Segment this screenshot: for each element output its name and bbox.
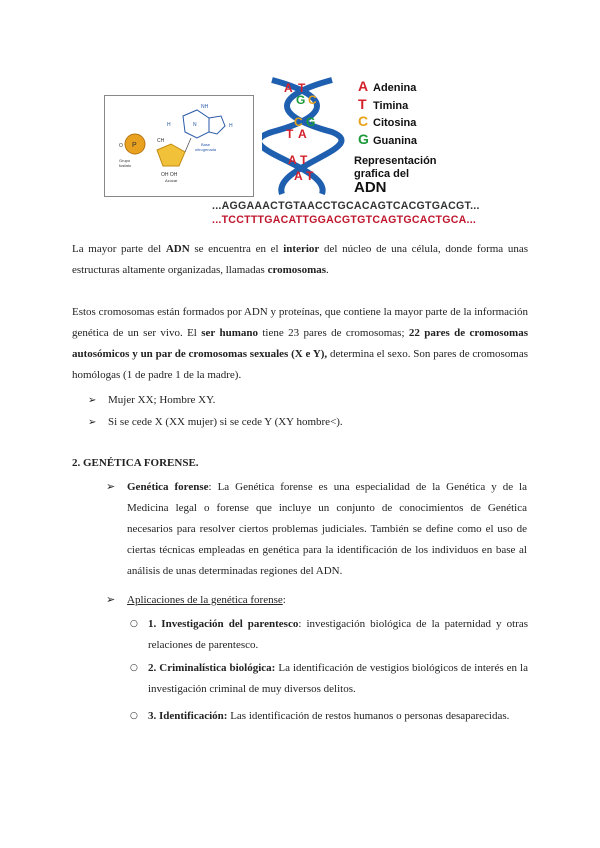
label-nitrogenada: nitrogenada [195, 147, 217, 152]
label-nh: NH [201, 104, 209, 110]
bold-run: cromosomas [267, 264, 327, 276]
label-ch: CH [157, 138, 165, 144]
dna-helix-diagram [262, 76, 362, 196]
text-run: . [326, 264, 329, 276]
helix-letter: A [288, 153, 297, 167]
section-heading: 2. GENÉTICA FORENSE. [72, 457, 199, 469]
label-base: Base [201, 142, 211, 147]
legend-name: Guanina [373, 134, 418, 147]
bullet-item [88, 412, 343, 433]
label-azucar: Azúcar [165, 178, 178, 183]
application-item [148, 658, 528, 700]
bold-run: 2. Criminalística biológica: [148, 662, 276, 674]
text-run: : La Genética forense es una especialidad de la Genética y de la Medicina legal o forense que incluye un conjunto de conocimientos de Genética necesarios para resolver ciertos problemas judiciales. También se define como el uso de ciertas técnicas empleadas en genética para la identificación de los individuos en base al análisis de unas determinadas regiones del ADN. [127, 481, 527, 577]
bold-run: 22 pares de cromosomas autosómicos y un par de cromosomas sexuales (X e Y), [72, 327, 528, 360]
helix-letter: T [286, 127, 294, 141]
helix-letter: A [298, 127, 307, 141]
base-legend [358, 79, 417, 149]
helix-letter: G [306, 115, 316, 129]
bold-run: Genética forense [127, 481, 209, 493]
definition-paragraph [127, 477, 527, 582]
helix-letter: T [306, 169, 314, 183]
legend-name: Timina [373, 99, 409, 112]
representation-title [354, 155, 437, 194]
label-h2: H [229, 123, 233, 129]
text-run: La identificación de vestigios biológicos de interés en la investigación criminal de muy diversos delitos. [148, 662, 528, 695]
dna-sequence-bottom: ...TCCTTTGACATTGGACGTGTCAGTGCACTGCA... [212, 214, 477, 226]
text-run: tiene 23 pares de cromosomas; [257, 327, 409, 339]
helix-letter: C [294, 115, 303, 129]
circle-bullet-icon: ○ [130, 711, 138, 721]
nucleotide-diagram [105, 96, 253, 196]
arrow-bullet-icon: ➢ [106, 594, 116, 606]
bold-run: ADN [165, 243, 190, 255]
bold-run: ser humano [201, 327, 258, 339]
legend-row-adenina [358, 79, 417, 97]
arrow-bullet-icon: ➢ [106, 481, 116, 493]
arrow-bullet-icon: ➢ [88, 395, 97, 406]
legend-letter: A [358, 78, 369, 94]
text-run: : investigación biológica de la paternidad y otras relaciones de parentesco. [148, 618, 528, 651]
legend-letter: C [358, 113, 369, 129]
bullet-text: Si se cede X (XX mujer) si se cede Y (XY hombre<). [108, 416, 343, 428]
bold-run: interior [283, 243, 320, 255]
applications-heading [127, 590, 527, 611]
bullet-item [88, 390, 215, 411]
bold-run: 1. Investigación del parentesco [148, 618, 299, 630]
rep-line: grafica del [354, 168, 410, 180]
text-run: se encuentra en el [189, 243, 284, 255]
text-run: del núcleo de una célula, donde forma unas estructuras altamente organizadas, llamadas [72, 243, 529, 276]
helix-letter: G [296, 93, 306, 107]
label-o: O [119, 143, 123, 149]
application-item [148, 614, 528, 656]
arrow-bullet-icon: ➢ [88, 417, 97, 428]
legend-row-timina [358, 97, 417, 115]
dna-sequence-top: ...AGGAAACTGTAACCTGCACAGTCACGTGACGT... [212, 200, 480, 212]
helix-letter: C [308, 93, 317, 107]
rep-line: Representación [354, 155, 437, 167]
helix-letter: T [298, 81, 306, 95]
label-grupo: Grupo [119, 158, 131, 163]
nucleotide-figure [104, 95, 254, 197]
paragraph-adn-location [72, 239, 528, 281]
text-run: determina el sexo. Son pares de cromosomas homólogas (1 de padre 1 de la madre). [72, 348, 529, 381]
text-run: La mayor parte del [72, 243, 166, 255]
legend-row-guanina [358, 132, 417, 150]
underlined-run: Aplicaciones de la genética forense [127, 594, 283, 606]
rep-line-adn: ADN [354, 179, 387, 196]
bullet-text: Mujer XX; Hombre XY. [108, 394, 216, 406]
helix-letter: A [284, 81, 293, 95]
legend-name: Adenina [373, 82, 417, 94]
text-run: Estos cromosomas están formados por ADN y proteínas, que contiene la mayor parte de la información genética de un ser vivo. El [72, 306, 528, 339]
label-h1: H [167, 122, 171, 128]
helix-letter: T [300, 153, 308, 167]
label-fosfato: fosfato [119, 163, 132, 168]
text-run: : [282, 594, 286, 606]
text-run: Las identificación de restos humanos o personas desaparecidas. [227, 710, 510, 722]
legend-row-citosina [358, 114, 417, 132]
helix-letter: A [294, 169, 303, 183]
legend-letter: G [358, 130, 369, 147]
legend-name: Citosina [373, 117, 417, 129]
application-item [148, 706, 528, 727]
paragraph-cromosomas [72, 302, 528, 386]
label-oh: OH OH [161, 172, 178, 178]
label-p: P [132, 142, 137, 149]
label-n: N [193, 122, 197, 128]
legend-letter: T [358, 95, 367, 112]
circle-bullet-icon: ○ [130, 619, 138, 629]
bold-run: 3. Identificación: [148, 710, 228, 722]
circle-bullet-icon: ○ [130, 663, 138, 673]
